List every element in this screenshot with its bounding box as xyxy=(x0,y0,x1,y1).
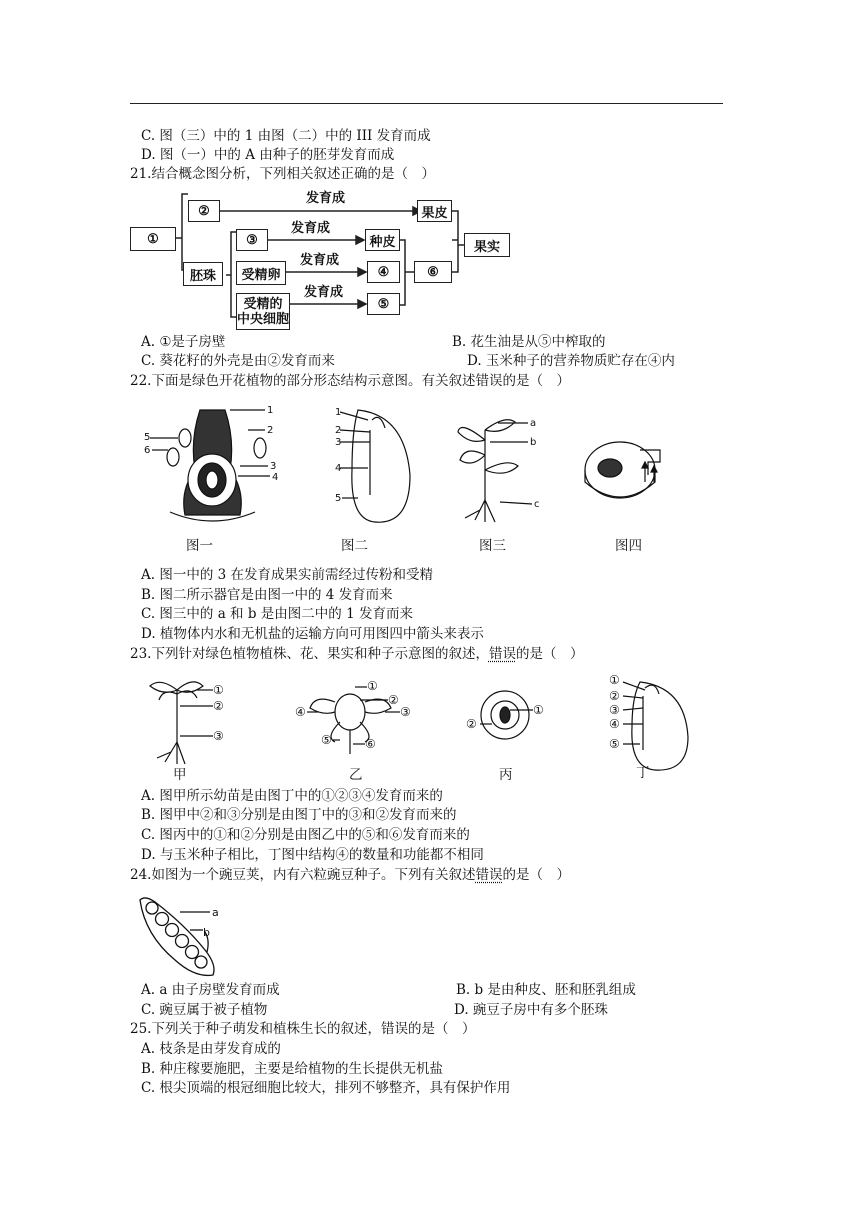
q22-option-d: D. 植物体内水和无机盐的运输方向可用图四中箭头来表示 xyxy=(141,626,484,642)
ding-label: 丁 xyxy=(636,765,650,781)
q23-stem-emphasis: 错误 xyxy=(488,646,516,662)
q23-option-b: B. 图甲中②和③分别是由图丁中的③和②发育而来的 xyxy=(141,807,457,823)
arrow-label-1: 发育成 xyxy=(306,191,346,206)
q21-stem: 21.结合概念图分析，下列相关叙述正确的是（ ） xyxy=(130,166,435,182)
svg-text:4: 4 xyxy=(335,463,342,474)
q22-option-a: A. 图一中的 3 在发育成果实前需经过传粉和受精 xyxy=(141,567,434,583)
fig3-label: 图三 xyxy=(479,538,506,554)
q25-option-c: C. 根尖顶端的根冠细胞比较大，排列不够整齐，具有保护作用 xyxy=(141,1080,511,1096)
pea-pod-figure xyxy=(135,890,245,980)
svg-text:2: 2 xyxy=(267,425,274,436)
fig2-label: 图二 xyxy=(341,538,368,554)
svg-text:②: ② xyxy=(609,689,620,703)
q23-option-d: D. 与玉米种子相比，丁图中结构④的数量和功能都不相同 xyxy=(141,847,484,863)
svg-text:④: ④ xyxy=(609,717,620,731)
q24-stem-pre: 24.如图为一个豌豆荚，内有六粒豌豆种子。下列有关叙述 xyxy=(130,867,476,883)
svg-text:①: ① xyxy=(213,683,224,697)
node-guoshi: 果实 xyxy=(464,233,510,257)
svg-text:1: 1 xyxy=(267,405,274,416)
q23-stem-pre: 23.下列针对绿色植物植株、花、果实和种子示意图的叙述， xyxy=(130,646,489,662)
node-peizhu: 胚珠 xyxy=(183,262,223,286)
svg-text:④: ④ xyxy=(295,705,306,719)
arrow-label-2: 发育成 xyxy=(291,221,331,236)
q24-option-d: D. 豌豆子房中有多个胚珠 xyxy=(454,1002,608,1018)
q24-option-a: A. a 由子房壁发育而成 xyxy=(141,982,280,998)
svg-text:⑤: ⑤ xyxy=(321,733,332,747)
pea-label-a: a xyxy=(212,906,219,919)
q25-stem: 25.下列关于种子萌发和植株生长的叙述，错误的是（ ） xyxy=(130,1021,476,1037)
q23-stem-post: 的是（ ） xyxy=(515,646,584,662)
svg-text:2: 2 xyxy=(335,425,342,436)
svg-text:①: ① xyxy=(533,703,544,717)
svg-text:③: ③ xyxy=(400,705,411,719)
q22-option-c: C. 图三中的 a 和 b 是由图二中的 1 发育而来 xyxy=(141,606,413,622)
svg-text:3: 3 xyxy=(335,437,342,448)
svg-text:5: 5 xyxy=(335,493,342,504)
q21-option-d: D. 玉米种子的营养物质贮存在④内 xyxy=(467,353,675,369)
q22-option-b: B. 图二所示器官是由图一中的 4 发育而来 xyxy=(141,587,393,603)
q24-stem xyxy=(130,866,570,884)
q23-stem xyxy=(130,645,583,663)
node-shoujingluan: 受精卵 xyxy=(236,261,286,285)
node-1: ① xyxy=(130,227,176,251)
svg-text:3: 3 xyxy=(270,461,277,472)
fruit-bing xyxy=(480,691,533,739)
svg-text:②: ② xyxy=(388,693,399,707)
svg-text:1: 1 xyxy=(335,407,342,418)
bing-label: 丙 xyxy=(499,767,513,783)
svg-text:a: a xyxy=(530,418,537,429)
q20-option-c: C. 图（三）中的 1 由图（二）中的 III 发育而成 xyxy=(141,128,431,144)
q21-option-b: B. 花生油是从⑤中榨取的 xyxy=(452,334,606,350)
q21-option-c: C. 葵花籽的外壳是由②发育而来 xyxy=(141,353,335,369)
svg-text:5: 5 xyxy=(144,432,151,443)
svg-text:②: ② xyxy=(466,717,477,731)
q20-option-d: D. 图（一）中的 A 由种子的胚芽发育而成 xyxy=(141,147,395,163)
flower-section xyxy=(150,410,270,521)
svg-text:⑥: ⑥ xyxy=(365,737,376,751)
arrow-label-4: 发育成 xyxy=(304,285,344,300)
q23-option-a: A. 图甲所示幼苗是由图丁中的①②③④发育而来的 xyxy=(141,788,443,804)
stem-cross-section xyxy=(585,442,660,498)
q22-figures xyxy=(140,400,700,560)
q25-option-b: B. 种庄稼要施肥，主要是给植物的生长提供无机盐 xyxy=(141,1061,444,1077)
svg-text:4: 4 xyxy=(272,472,279,483)
node-6: ⑥ xyxy=(414,261,452,283)
pea-label-b: b xyxy=(203,926,210,939)
fig1-label: 图一 xyxy=(186,538,213,554)
header-rule xyxy=(130,103,723,104)
svg-text:②: ② xyxy=(213,699,224,713)
svg-text:③: ③ xyxy=(609,703,620,717)
bean-seed xyxy=(340,410,410,522)
yi-label: 乙 xyxy=(349,767,363,783)
q24-option-b: B. b 是由种皮、胚和胚乳组成 xyxy=(456,982,636,998)
svg-text:③: ③ xyxy=(213,729,224,743)
q24-stem-emphasis: 错误 xyxy=(475,867,503,883)
node-5: ⑤ xyxy=(367,293,400,315)
jia-label: 甲 xyxy=(173,767,187,783)
q23-figures xyxy=(135,672,695,772)
fig4-label: 图四 xyxy=(615,538,642,554)
seedling xyxy=(458,420,532,522)
svg-text:6: 6 xyxy=(144,445,151,456)
q21-concept-diagram xyxy=(128,190,528,330)
node-2: ② xyxy=(188,200,220,222)
node-zhongyang-line2: 中央细胞 xyxy=(237,311,290,327)
svg-text:①: ① xyxy=(609,673,620,687)
svg-text:①: ① xyxy=(367,679,378,693)
q24-stem-post: 的是（ ） xyxy=(502,867,570,883)
seed-ding xyxy=(623,682,688,770)
q23-option-c: C. 图丙中的①和②分别是由图乙中的⑤和⑥发育而来的 xyxy=(141,827,470,843)
seedling-jia xyxy=(150,682,213,764)
svg-text:c: c xyxy=(534,499,540,510)
arrow-label-3: 发育成 xyxy=(300,253,340,268)
q22-stem: 22.下面是绿色开花植物的部分形态结构示意图。有关叙述错误的是（ ） xyxy=(130,373,570,389)
q24-option-c: C. 豌豆属于被子植物 xyxy=(141,1002,268,1018)
node-zhongyang-line1: 受精的 xyxy=(243,296,283,312)
svg-text:⑤: ⑤ xyxy=(609,737,620,751)
node-zhongyang xyxy=(236,293,290,330)
q25-option-a: A. 枝条是由芽发育成的 xyxy=(141,1041,281,1057)
q21-option-a: A. ①是子房壁 xyxy=(141,334,226,350)
node-zhongpi: 种皮 xyxy=(365,229,400,251)
node-3: ③ xyxy=(236,229,268,251)
node-guopi: 果皮 xyxy=(417,200,452,222)
svg-text:b: b xyxy=(530,437,537,448)
node-4: ④ xyxy=(367,261,400,283)
